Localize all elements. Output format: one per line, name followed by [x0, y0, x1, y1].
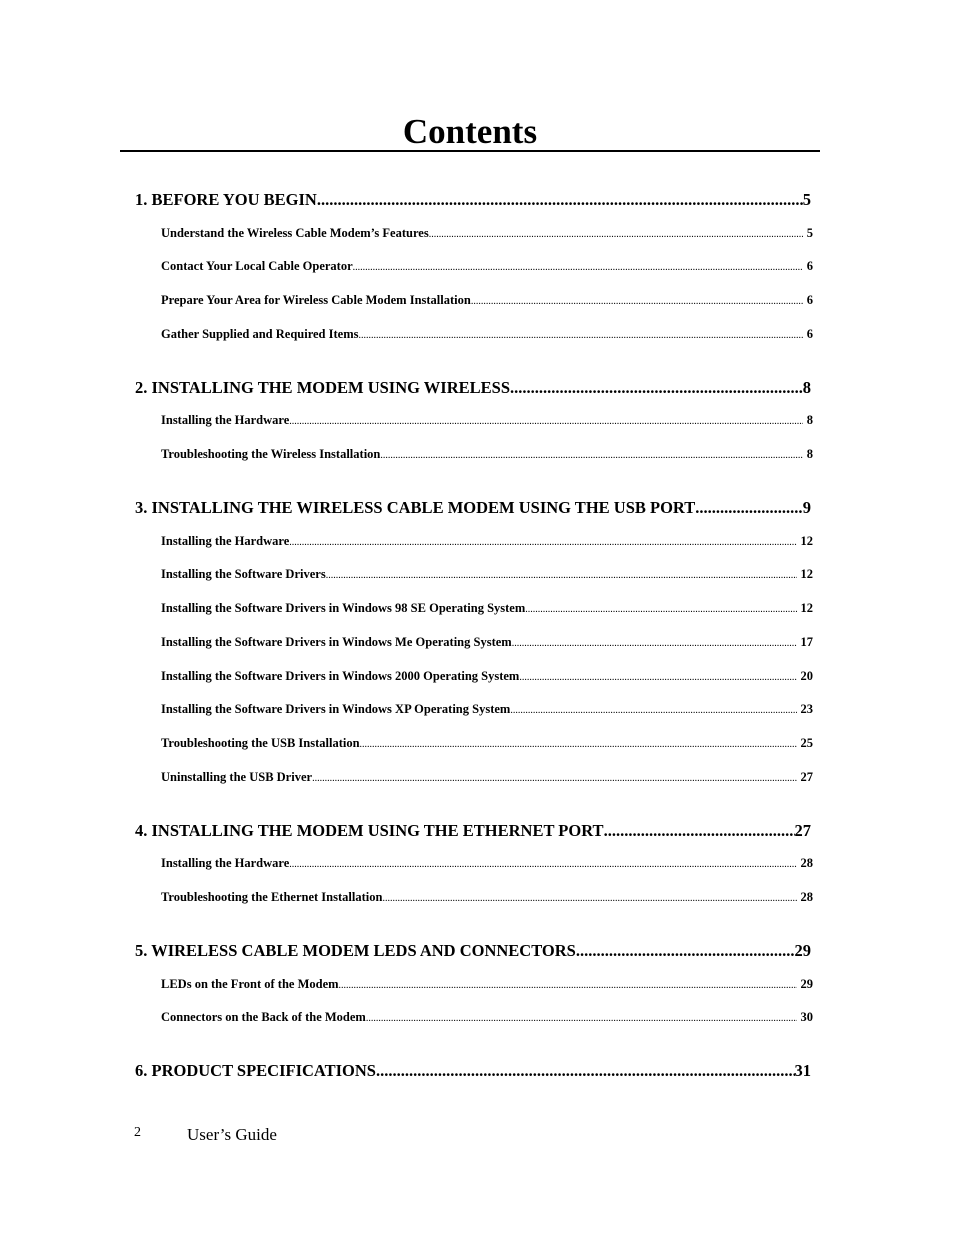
toc-entry-page: 30	[800, 1010, 813, 1024]
toc-chapter-entry[interactable]	[135, 1059, 811, 1083]
toc-entry-label: Gather Supplied and Required Items	[161, 327, 359, 341]
toc-entry-label: LEDs on the Front of the Modem	[161, 977, 339, 991]
toc-dot-leader	[353, 257, 803, 275]
toc-entry-page: 5	[806, 226, 813, 240]
toc-section-entry[interactable]	[161, 445, 813, 463]
toc-dot-leader	[510, 700, 796, 718]
toc-dot-leader	[471, 291, 803, 309]
toc-dot-leader	[326, 565, 797, 583]
toc-dot-leader	[312, 768, 796, 786]
toc-dot-leader	[510, 376, 803, 400]
toc-section-entry[interactable]	[161, 325, 813, 343]
toc-chapter-entry[interactable]	[135, 939, 811, 963]
toc-section-entry[interactable]	[161, 667, 813, 685]
title-rule	[120, 150, 820, 152]
toc-chapter-entry[interactable]	[135, 819, 811, 843]
toc-entry-page: 8	[806, 447, 813, 461]
toc-dot-leader	[360, 734, 797, 752]
toc-section-entry[interactable]	[161, 411, 813, 429]
toc-entry-label: 2. INSTALLING THE MODEM USING WIRELESS	[135, 378, 511, 397]
toc-section-entry[interactable]	[161, 257, 813, 275]
toc-entry-label: Connectors on the Back of the Modem	[161, 1010, 366, 1024]
toc-entry-label: Installing the Software Drivers in Windows XP Operating System	[161, 702, 511, 716]
toc-section-entry[interactable]	[161, 633, 813, 651]
toc-dot-leader	[380, 445, 802, 463]
toc-entry-label: 3. INSTALLING THE WIRELESS CABLE MODEM USING THE USB PORT	[135, 498, 696, 517]
toc-section-entry[interactable]	[161, 599, 813, 617]
toc-section-entry[interactable]	[161, 975, 813, 993]
toc-dot-leader	[576, 939, 795, 963]
toc-chapter-entry[interactable]	[135, 188, 811, 212]
toc-dot-leader	[604, 819, 795, 843]
toc-entry-label: Troubleshooting the Ethernet Installation	[161, 890, 383, 904]
toc-entry-label: Installing the Hardware	[161, 413, 290, 427]
toc-entry-page: 6	[806, 293, 813, 307]
toc-dot-leader	[339, 975, 797, 993]
toc-entry-page: 29	[794, 941, 811, 960]
toc-entry-label: Understand the Wireless Cable Modem’s Features	[161, 226, 429, 240]
toc-entry-page: 5	[802, 190, 811, 209]
toc-entry-label: Troubleshooting the Wireless Installation	[161, 447, 381, 461]
toc-dot-leader	[289, 854, 796, 872]
toc-dot-leader	[359, 325, 803, 343]
toc-dot-leader	[289, 532, 796, 550]
toc-section-entry[interactable]	[161, 888, 813, 906]
toc-section-entry[interactable]	[161, 224, 813, 242]
toc-entry-label: Installing the Software Drivers	[161, 567, 326, 581]
toc-dot-leader	[695, 496, 802, 520]
toc-section-entry[interactable]	[161, 854, 813, 872]
toc-dot-leader	[429, 224, 803, 242]
page-title: Contents	[402, 112, 538, 151]
toc-section-entry[interactable]	[161, 734, 813, 752]
toc-entry-label: 5. WIRELESS CABLE MODEM LEDS AND CONNECTORS	[135, 941, 576, 960]
toc-entry-label: Installing the Hardware	[161, 534, 290, 548]
toc-dot-leader	[512, 633, 797, 651]
toc-entry-label: Uninstalling the USB Driver	[161, 770, 313, 784]
toc-entry-page: 12	[800, 534, 813, 548]
toc-section-entry[interactable]	[161, 768, 813, 786]
toc-entry-label: Installing the Hardware	[161, 856, 290, 870]
toc-entry-page: 31	[794, 1061, 811, 1080]
toc-dot-leader	[366, 1008, 797, 1026]
footer-guide-title: User’s Guide	[187, 1125, 277, 1144]
toc-entry-label: Prepare Your Area for Wireless Cable Modem Installation	[161, 293, 471, 307]
footer-page-number: 2	[134, 1125, 141, 1140]
toc-section-entry[interactable]	[161, 291, 813, 309]
toc-section-entry[interactable]	[161, 532, 813, 550]
toc-section-entry[interactable]	[161, 700, 813, 718]
toc-entry-page: 8	[806, 413, 813, 427]
toc-entry-page: 9	[802, 498, 811, 517]
toc-entry-label: 4. INSTALLING THE MODEM USING THE ETHERNET PORT	[135, 821, 604, 840]
toc-section-entry[interactable]	[161, 1008, 813, 1026]
toc-chapter-entry[interactable]	[135, 496, 811, 520]
toc-entry-label: Installing the Software Drivers in Windows Me Operating System	[161, 635, 512, 649]
toc-entry-page: 8	[802, 378, 811, 397]
toc-entry-page: 28	[800, 856, 813, 870]
toc-dot-leader	[289, 411, 803, 429]
toc-entry-label: Contact Your Local Cable Operator	[161, 259, 353, 273]
toc-entry-page: 27	[800, 770, 813, 784]
toc-entry-page: 25	[800, 736, 813, 750]
toc-entry-page: 6	[806, 259, 813, 273]
toc-entry-page: 27	[794, 821, 811, 840]
toc-entry-page: 20	[800, 669, 813, 683]
toc-dot-leader	[376, 1059, 795, 1083]
toc-entry-page: 29	[800, 977, 813, 991]
toc-entry-page: 12	[800, 601, 813, 615]
toc-entry-page: 17	[800, 635, 813, 649]
toc-dot-leader	[382, 888, 796, 906]
toc-dot-leader	[317, 188, 803, 212]
toc-entry-label: 6. PRODUCT SPECIFICATIONS	[135, 1061, 376, 1080]
toc-entry-page: 6	[806, 327, 813, 341]
toc-entry-label: Installing the Software Drivers in Windows 98 SE Operating System	[161, 601, 526, 615]
toc-entry-page: 12	[800, 567, 813, 581]
toc-dot-leader	[525, 599, 796, 617]
toc-chapter-entry[interactable]	[135, 376, 811, 400]
toc-entry-label: Installing the Software Drivers in Windows 2000 Operating System	[161, 669, 520, 683]
toc-entry-label: 1. BEFORE YOU BEGIN	[135, 190, 317, 209]
toc-section-entry[interactable]	[161, 565, 813, 583]
toc-entry-page: 23	[800, 702, 813, 716]
toc-entry-label: Troubleshooting the USB Installation	[161, 736, 360, 750]
toc-entry-page: 28	[800, 890, 813, 904]
toc-dot-leader	[519, 667, 796, 685]
